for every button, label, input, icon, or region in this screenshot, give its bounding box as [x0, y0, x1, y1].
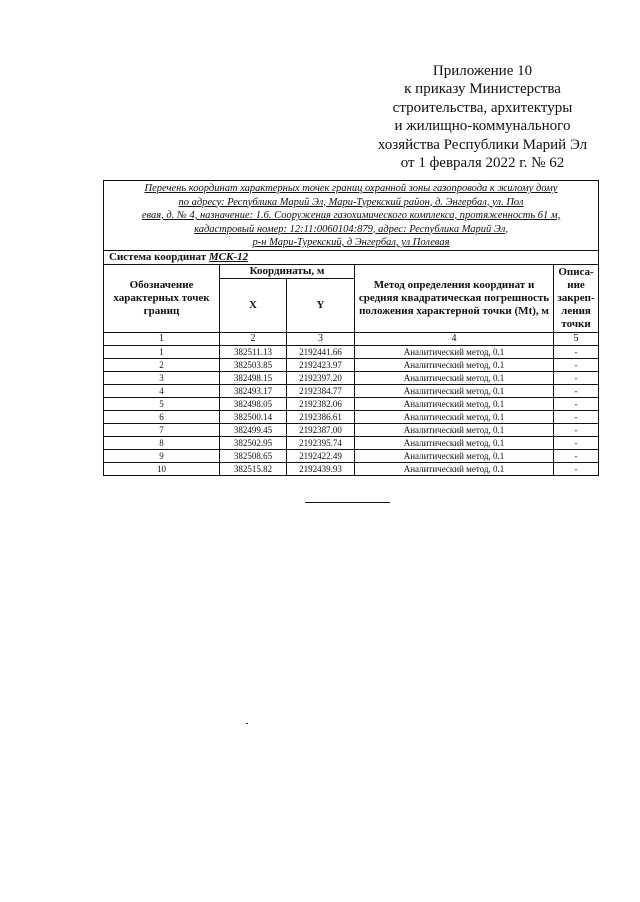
header-designation: Обозначение характерных точек границ — [104, 264, 220, 332]
point-id: 2 — [104, 358, 220, 371]
table-row — [104, 423, 599, 436]
table-row — [104, 345, 599, 358]
point-id: 8 — [104, 436, 220, 449]
signature-line — [305, 502, 390, 503]
table-row — [104, 371, 599, 384]
header-x: X — [220, 278, 287, 332]
coord-x: 382499.45 — [220, 423, 287, 436]
appendix-line: строительства, архитектуры — [392, 99, 573, 116]
description-cell: - — [554, 345, 599, 358]
coord-x: 382493.17 — [220, 384, 287, 397]
description-cell: - — [554, 436, 599, 449]
column-number: 2 — [220, 332, 287, 345]
table-row — [104, 462, 599, 475]
description-cell: - — [554, 358, 599, 371]
description-cell: - — [554, 384, 599, 397]
coord-y: 2192382.06 — [287, 397, 355, 410]
coordinate-system-label: Система координат — [109, 251, 207, 263]
table-title-line: Перечень координат характерных точек границ охранной зоны газопровода к жилому дому — [144, 183, 558, 194]
column-number: 4 — [355, 332, 554, 345]
coordinate-system-row — [104, 250, 599, 264]
table-row — [104, 436, 599, 449]
coord-x: 382498.15 — [220, 371, 287, 384]
point-id: 5 — [104, 397, 220, 410]
method-cell: Аналитический метод, 0.1 — [355, 410, 554, 423]
coord-y: 2192386.61 — [287, 410, 355, 423]
coord-x: 382511.13 — [220, 345, 287, 358]
method-cell: Аналитический метод, 0.1 — [355, 449, 554, 462]
column-number: 5 — [554, 332, 599, 345]
point-id: 4 — [104, 384, 220, 397]
description-cell: - — [554, 449, 599, 462]
point-id: 10 — [104, 462, 220, 475]
coord-y: 2192387.00 — [287, 423, 355, 436]
description-cell: - — [554, 410, 599, 423]
appendix-line: хозяйства Республики Марий Эл — [377, 136, 588, 153]
table-row — [104, 358, 599, 371]
coord-y: 2192439.93 — [287, 462, 355, 475]
table-row — [104, 397, 599, 410]
scan-speck — [246, 723, 248, 724]
column-number: 3 — [287, 332, 355, 345]
point-id: 3 — [104, 371, 220, 384]
table-row — [104, 449, 599, 462]
appendix-line: от 1 февраля 2022 г. № 62 — [400, 155, 565, 172]
table-row — [104, 384, 599, 397]
coordinates-table — [103, 180, 599, 476]
coord-x: 382508.65 — [220, 449, 287, 462]
coord-y: 2192422.49 — [287, 449, 355, 462]
table-row — [104, 410, 599, 423]
column-numbers-row — [104, 332, 599, 345]
description-cell: - — [554, 371, 599, 384]
point-id: 7 — [104, 423, 220, 436]
method-cell: Аналитический метод, 0.1 — [355, 397, 554, 410]
table-title-line: по адресу: Республика Марий Эл, Мари-Турекский район, д. Энгербал, ул. Пол — [178, 196, 524, 208]
appendix-header — [360, 62, 605, 172]
method-cell: Аналитический метод, 0.1 — [355, 384, 554, 397]
method-cell: Аналитический метод, 0.1 — [355, 436, 554, 449]
column-number: 1 — [104, 332, 220, 345]
table-title-line: р-н Мари-Турекский, д Энгербал, ул Полевая — [252, 237, 450, 248]
header-method: Метод определения координат и средняя квадратическая погрешность положения характерной точки (Mt), м — [355, 264, 554, 332]
appendix-line: к приказу Министерства — [404, 81, 561, 98]
appendix-line: Приложение 10 — [432, 63, 533, 79]
description-cell: - — [554, 397, 599, 410]
coord-y: 2192384.77 — [287, 384, 355, 397]
description-cell: - — [554, 462, 599, 475]
coord-y: 2192397.20 — [287, 371, 355, 384]
description-cell: - — [554, 423, 599, 436]
coord-x: 382503.85 — [220, 358, 287, 371]
coordinate-system-value: МСК-12 — [208, 251, 249, 263]
method-cell: Аналитический метод, 0.1 — [355, 462, 554, 475]
method-cell: Аналитический метод, 0.1 — [355, 358, 554, 371]
coord-x: 382500.14 — [220, 410, 287, 423]
method-cell: Аналитический метод, 0.1 — [355, 371, 554, 384]
coord-x: 382502.95 — [220, 436, 287, 449]
point-id: 9 — [104, 449, 220, 462]
table-title-line: кадастровый номер: 12:11:0060104:879, адрес: Республика Марий Эл, — [194, 223, 508, 235]
header-y: Y — [287, 278, 355, 332]
appendix-line: и жилищно-коммунального — [394, 118, 571, 135]
method-cell: Аналитический метод, 0.1 — [355, 345, 554, 358]
point-id: 6 — [104, 410, 220, 423]
coord-x: 382498.05 — [220, 397, 287, 410]
coord-x: 382515.82 — [220, 462, 287, 475]
header-description: Описа-ние закреп-ления точки — [554, 264, 599, 332]
header-coordinates: Координаты, м — [220, 264, 355, 278]
point-id: 1 — [104, 345, 220, 358]
table-title — [104, 181, 599, 251]
coord-y: 2192423.97 — [287, 358, 355, 371]
method-cell: Аналитический метод, 0.1 — [355, 423, 554, 436]
table-title-line: евая, д. № 4, назначение: 1.6. Сооружения газохимического комплекса, протяженность 61 м, — [141, 210, 561, 221]
coord-y: 2192395.74 — [287, 436, 355, 449]
coord-y: 2192441.66 — [287, 345, 355, 358]
